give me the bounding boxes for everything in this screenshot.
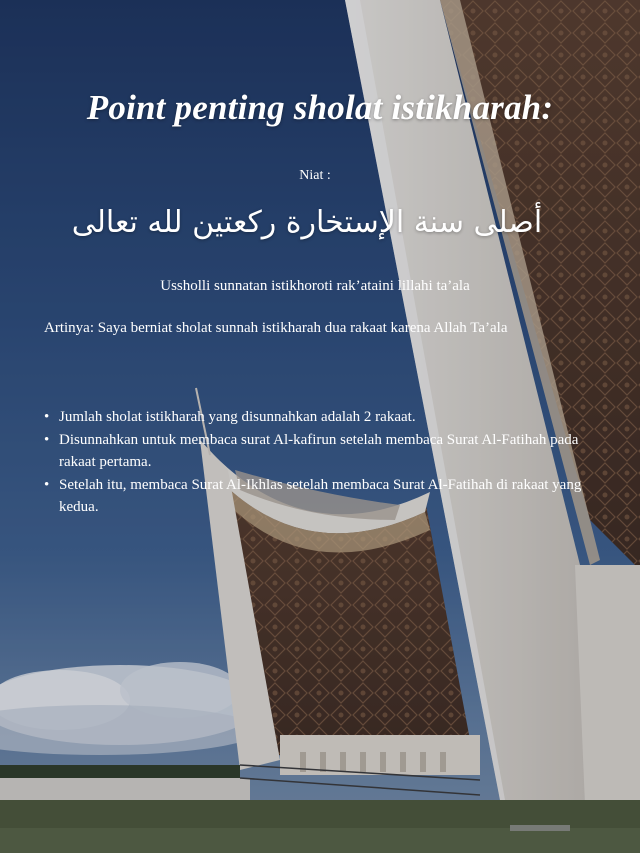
page-title: Point penting sholat istikharah: <box>86 88 554 127</box>
arabic-niyat-text: أصلى سنة الإستخارة ركعتين لله تعالى <box>71 205 543 240</box>
list-item <box>44 429 594 474</box>
list-item-text: Jumlah sholat istikharah yang disunnahkan adalah 2 rakaat. <box>59 409 416 425</box>
meaning-text: Artinya: Saya berniat sholat sunnah istikharah dua rakaat karena Allah Ta’ala <box>44 320 508 336</box>
list-item-text: Disunnahkan untuk membaca surat Al-kafirun setelah membaca Surat Al-Fatihah pada rakaat pertama. <box>59 431 579 470</box>
niyat-label: Niat : <box>299 168 331 183</box>
bullet-icon: • <box>44 476 50 493</box>
transliteration-text: Ussholli sunnatan istikhoroti rak’ataini lillahi ta’ala <box>160 278 470 294</box>
list-item-text: Setelah itu, membaca Surat Al-Ikhlas setelah membaca Surat Al-Fatihah di rakaat yang kedua. <box>59 476 582 515</box>
list-item <box>44 474 594 519</box>
bullet-icon: • <box>44 431 50 448</box>
points-list <box>44 406 594 519</box>
bullet-icon: • <box>44 409 50 425</box>
list-item <box>44 406 594 429</box>
